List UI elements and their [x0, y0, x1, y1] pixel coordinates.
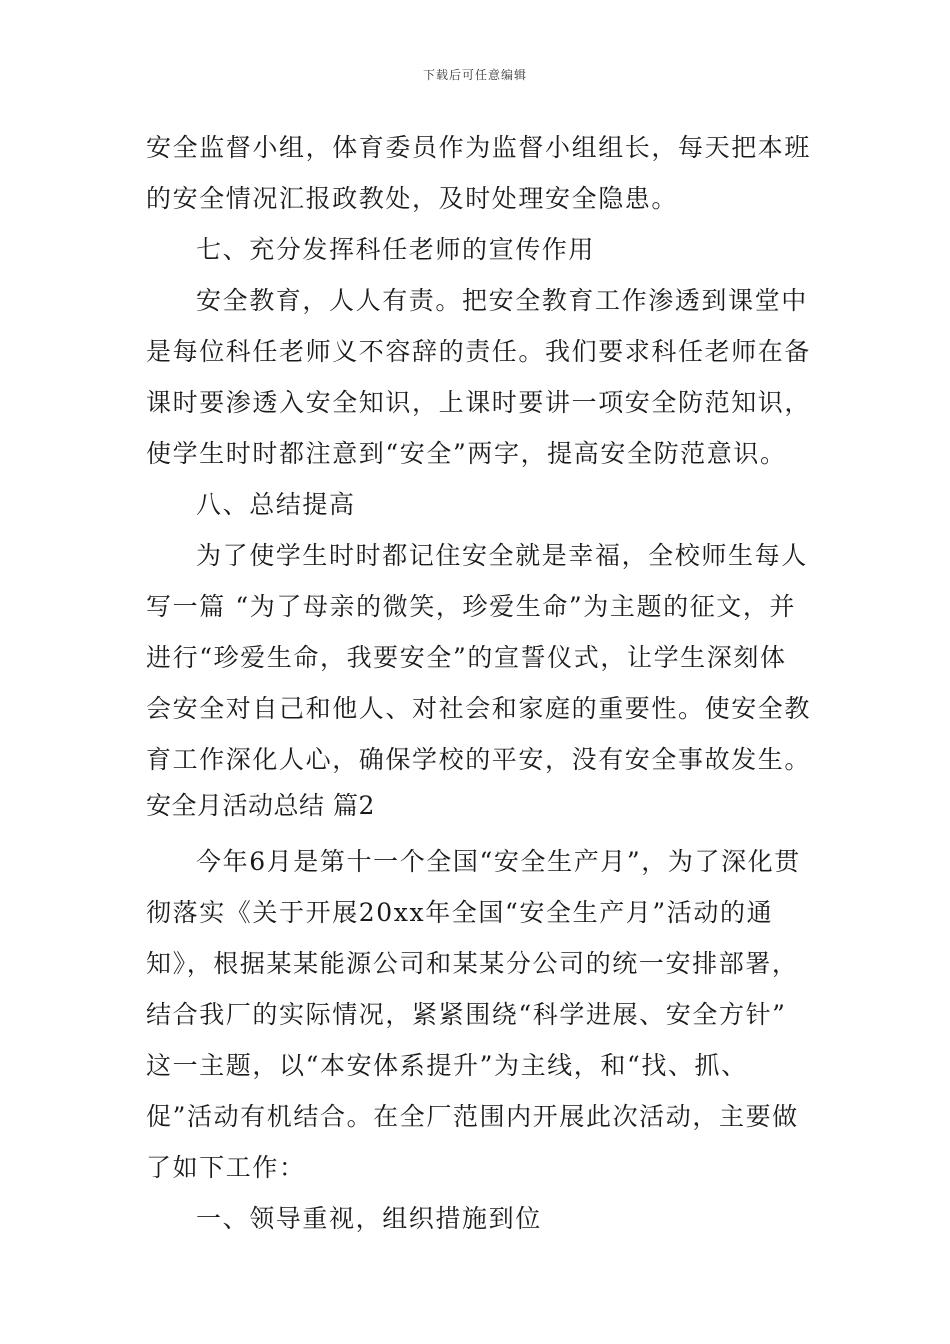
- body-line: 课时要渗透入安全知识，上课时要讲一项安全防范知识，: [146, 388, 812, 417]
- body-line: 了如下工作：: [146, 1153, 306, 1182]
- body-line: 结合我厂的实际情况，紧紧围绕“科学进展、安全方针”: [146, 1000, 787, 1029]
- section-heading: 一、领导重视，组织措施到位: [196, 1204, 542, 1233]
- body-line: 安全监督小组，体育委员作为监督小组组长，每天把本班: [146, 133, 812, 162]
- body-line: 是每位科任老师义不容辞的责任。我们要求科任老师在备: [146, 337, 812, 366]
- body-line: 写一篇 “为了母亲的微笑，珍爱生命”为主题的征文，并: [146, 592, 797, 621]
- page-header-note: 下载后可任意编辑: [422, 68, 527, 82]
- body-line: 知》，根据某某能源公司和某某分公司的统一安排部署，: [146, 949, 799, 978]
- body-line: 这一主题，以“本安体系提升”为主线，和“找、抓、: [146, 1051, 748, 1080]
- body-line: 的安全情况汇报政教处，及时处理安全隐患。: [146, 184, 679, 213]
- body-line: 使学生时时都注意到“安全”两字，提高安全防范意识。: [146, 439, 787, 468]
- body-line: 安全教育，人人有责。把安全教育工作渗透到课堂中: [196, 286, 808, 315]
- article-title: 安全月活动总结 篇2: [146, 791, 375, 820]
- body-line: 今年6月是第十一个全国“安全生产月”，为了深化贯: [196, 847, 801, 876]
- section-heading: 七、充分发挥科任老师的宣传作用: [196, 235, 596, 264]
- body-line: 为了使学生时时都记住安全就是幸福，全校师生每人: [196, 541, 808, 570]
- body-line: 会安全对自己和他人、对社会和家庭的重要性。使安全教: [146, 694, 812, 723]
- body-line: 育工作深化人心，确保学校的平安，没有安全事故发生。: [146, 745, 812, 774]
- body-line: 进行“珍爱生命，我要安全”的宣誓仪式，让学生深刻体: [146, 643, 787, 672]
- body-line: 促”活动有机结合。在全厂范围内开展此次活动，主要做: [146, 1102, 799, 1131]
- section-heading: 八、总结提高: [196, 490, 356, 519]
- body-line: 彻落实《关于开展20xx年全国“安全生产月”活动的通: [146, 898, 774, 927]
